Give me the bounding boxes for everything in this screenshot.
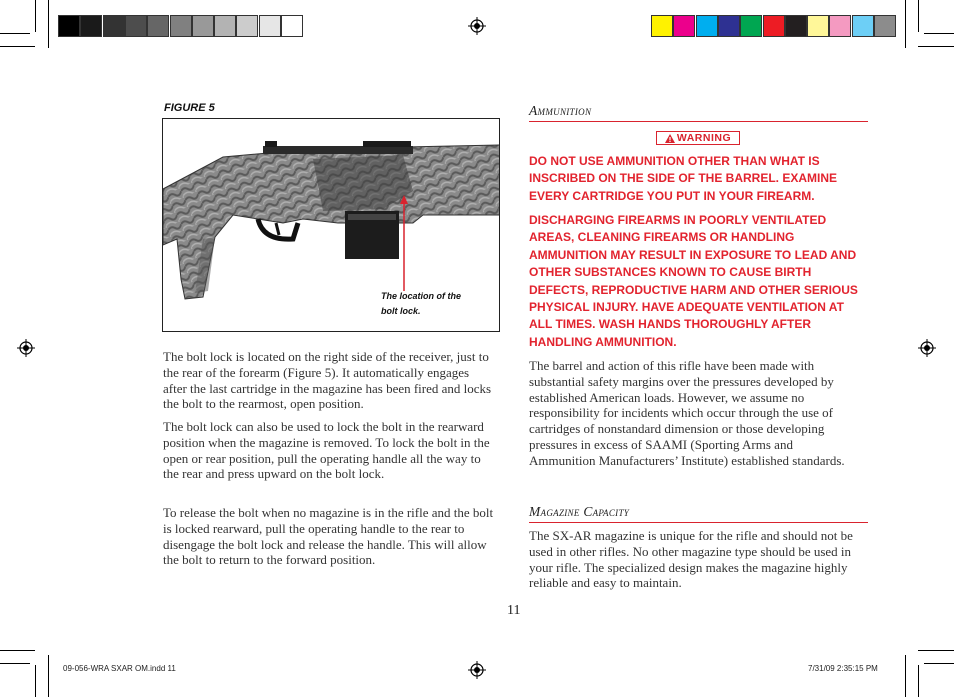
color-swatch — [147, 15, 169, 37]
crop-mark-bottom-left-h2 — [0, 663, 30, 664]
crop-mark-bottom-right-v — [918, 665, 919, 697]
figure-caption-line-1: The location of the — [381, 291, 461, 301]
ammunition-paragraph: The barrel and action of this rifle have been made with substantial safety margins over the pressures developed by established American loads. However, we assume no responsibility for incidents which occur through the use of cartridges of nonstandard dimension or those developing pressures in excess of SAAMI (Sporting Arms and Ammunition Manufacturers’ Institute) established standards. — [529, 358, 845, 468]
crop-mark-top-left-v2 — [48, 0, 49, 48]
color-swatch — [651, 15, 673, 37]
ammunition-heading: Ammunition — [529, 103, 592, 118]
color-swatch — [58, 15, 80, 37]
color-swatch — [236, 15, 258, 37]
color-swatch — [740, 15, 762, 37]
crop-mark-top-left-v — [35, 0, 36, 32]
magazine-paragraph: The SX-AR magazine is unique for the rifle and should not be used in other rifles. No other magazine type should be used in your rifle. The specialized design makes the magazine highly reliable and easy to maintain. — [529, 528, 853, 591]
figure-caption-line-2: bolt lock. — [381, 306, 421, 316]
color-swatch — [696, 15, 718, 37]
slug-file-name: 09-056-WRA SXAR OM.indd 11 — [63, 664, 176, 673]
crop-mark-bottom-left-h — [0, 650, 35, 651]
warning-badge — [656, 131, 740, 145]
magazine-capacity-heading: Magazine Capacity — [529, 504, 630, 519]
page-number: 11 — [507, 603, 521, 618]
color-swatch — [214, 15, 236, 37]
crop-mark-bottom-right-h2 — [924, 663, 954, 664]
color-swatch — [80, 15, 102, 37]
color-swatch — [874, 15, 896, 37]
crop-mark-bottom-left-v2 — [48, 655, 49, 697]
crop-mark-bottom-right-h — [918, 650, 954, 651]
ammunition-heading-rule — [529, 121, 868, 122]
crop-mark-top-right-h2 — [924, 33, 954, 34]
crop-mark-top-left-h — [0, 46, 35, 47]
color-swatch — [281, 15, 303, 37]
warning-triangle-icon — [665, 134, 675, 143]
color-swatch — [829, 15, 851, 37]
crop-mark-top-right-v — [918, 0, 919, 32]
figure-caption — [381, 289, 500, 319]
warning-label: WARNING — [676, 132, 732, 144]
crop-mark-bottom-right-v2 — [905, 655, 906, 697]
registration-mark-icon — [468, 661, 486, 679]
color-swatch — [718, 15, 740, 37]
crop-mark-top-right-h — [918, 46, 954, 47]
slug-timestamp: 7/31/09 2:35:15 PM — [808, 664, 878, 673]
color-swatch — [807, 15, 829, 37]
color-swatch — [852, 15, 874, 37]
warning-paragraph-2: DISCHARGING FIREARMS IN POORLY VENTILATED AREAS, CLEANING FIREARMS OR HANDLING AMMUNITION MAY RESULT IN EXPOSURE TO LEAD AND OTHER SUBSTANCES KNOWN TO CAUSE BIRTH DEFECTS, REPRODUCTIVE HARM AND OTHER SERIOUS PHYSICAL INJURY. HAVE ADEQUATE VENTILATION AT ALL TIMES. WASH HANDS THOROUGHLY AFTER HANDLING AMMUNITION. — [529, 213, 858, 349]
color-swatch — [785, 15, 807, 37]
crop-mark-top-right-v2 — [905, 0, 906, 48]
figure-image-frame — [162, 118, 500, 332]
bolt-lock-paragraph-2: The bolt lock can also be used to lock the bolt in the rearward position when the magazine is removed. To lock the bolt in the open or rear position, pull the operating handle all the way to the rear and press upward on the bolt lock. — [163, 419, 490, 482]
color-swatch — [125, 15, 147, 37]
crop-mark-bottom-left-v — [35, 665, 36, 697]
crop-mark-top-left-h2 — [0, 33, 30, 34]
registration-mark-icon — [468, 17, 486, 35]
registration-mark-icon — [17, 339, 35, 357]
color-swatch — [673, 15, 695, 37]
bolt-lock-paragraph-1: The bolt lock is located on the right side of the receiver, just to the rear of the forearm (Figure 5). It automatically engages after the last cartridge in the magazine has been fired and locks the bolt to the rearmost, open position. — [163, 349, 492, 412]
color-swatch — [763, 15, 785, 37]
color-swatch — [259, 15, 281, 37]
magazine-heading-rule — [529, 522, 868, 523]
figure-label: FIGURE 5 — [164, 102, 215, 114]
registration-mark-icon — [918, 339, 936, 357]
warning-paragraph-1: DO NOT USE AMMUNITION OTHER THAN WHAT IS INSCRIBED ON THE SIDE OF THE BARREL. EXAMINE EVERY CARTRIDGE YOU PUT IN YOUR FIREARM. — [529, 154, 838, 203]
color-swatch — [103, 15, 125, 37]
bolt-lock-paragraph-3: To release the bolt when no magazine is in the rifle and the bolt is locked rearward, pull the operating handle to the rear to disengage the bolt lock and release the handle. This will allow the bolt to return to the forward position. — [163, 505, 494, 568]
color-swatch — [170, 15, 192, 37]
color-swatch — [192, 15, 214, 37]
